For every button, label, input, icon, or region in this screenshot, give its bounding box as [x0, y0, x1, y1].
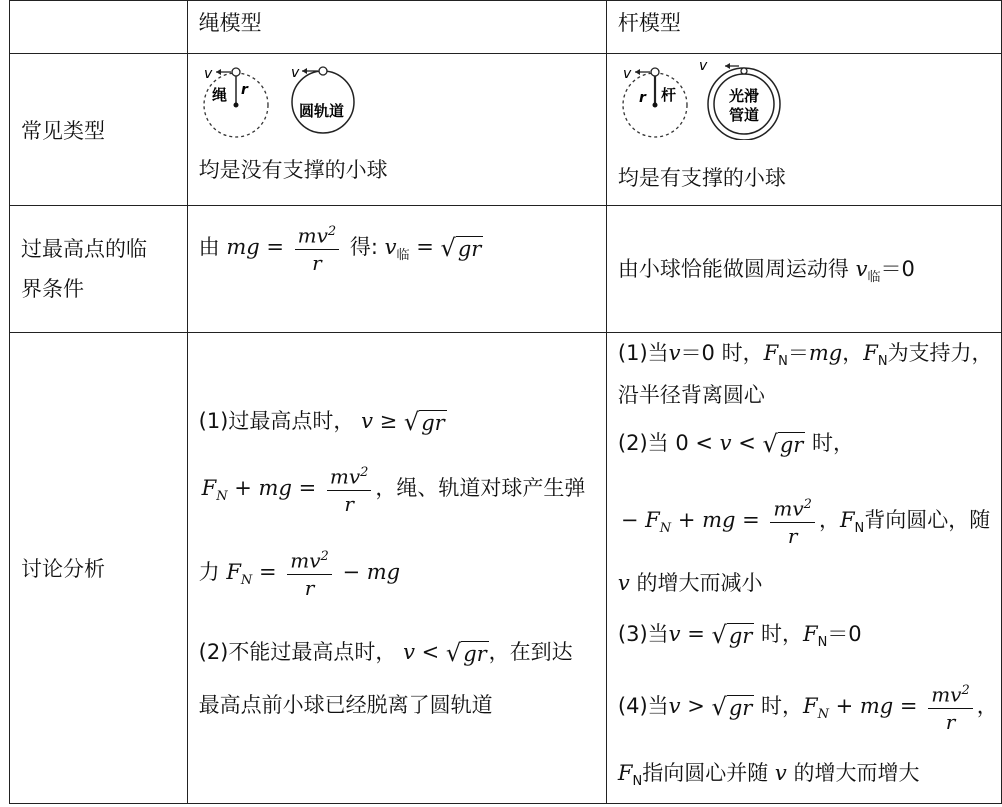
- track-arrow-head-icon: [302, 68, 307, 74]
- rope-disc-line2: $F_N$ + mg = $\frac{mv^2}{r}$ ，绳、轨道对球产生弹: [202, 461, 586, 517]
- rod-disc-line4: − $F_N$ + mg = $\frac{mv^2}{r}$ ，$F_N$背向圆心，随: [621, 493, 990, 549]
- svg-text:v: v: [698, 60, 708, 74]
- rod-disc-line3: (2)当 0 < v < √gr 时，: [617, 430, 854, 458]
- cell-rope-types: [187, 54, 606, 206]
- rod-disc-line1: (1)当v＝0 时，$F_N=mg$，$F_N$为支持力，: [617, 341, 993, 370]
- svg-text:v: v: [203, 66, 212, 82]
- tube-ball: [741, 68, 747, 74]
- track-ball: [319, 67, 327, 75]
- rod-center-dot: [652, 103, 657, 108]
- label-critical-condition: 过最高点的临 界条件: [10, 206, 188, 333]
- rod-diagrams: [617, 60, 797, 140]
- row-critical-condition: [10, 206, 1002, 333]
- header-rod-model: [606, 1, 1001, 54]
- svg-text:管道: 管道: [728, 106, 759, 124]
- header-rod-label: 杆模型: [617, 11, 681, 35]
- label-common-types: 常见类型: [10, 54, 188, 206]
- svg-text:v: v: [290, 65, 299, 81]
- rope-disc-line5: 最高点前小球已经脱离了圆轨道: [198, 693, 493, 717]
- rod-disc-line8: $F_N$指向圆心并随 v 的增大而增大: [617, 761, 920, 790]
- rod-disc-line6: (3)当v = √gr 时，$F_N=0$: [617, 621, 862, 651]
- cell-rod-critical: 由小球恰能做圆周运动得 $v_临=0$: [606, 206, 1001, 333]
- label-discussion: 讨论分析: [10, 333, 188, 804]
- tube-arrow-head-icon: [725, 63, 730, 69]
- rope-types-caption: 均是没有支撑的小球: [198, 158, 388, 182]
- rod-disc-line7: (4)当v > √gr 时，$F_N$ + mg = $\frac{mv^2}{r}$ ，: [618, 679, 998, 735]
- row-discussion: [10, 333, 1002, 804]
- cell-rope-discussion: [187, 333, 606, 804]
- rod-disc-line2: 沿半径背离圆心: [617, 383, 765, 407]
- model-comparison-table: [9, 0, 1002, 804]
- header-empty-cell: [10, 1, 188, 54]
- rod-ball: [651, 68, 659, 76]
- rope-ball: [232, 68, 240, 76]
- header-rope-model: [187, 1, 606, 54]
- cell-rod-discussion: [606, 333, 1001, 804]
- svg-text:r: r: [638, 90, 646, 106]
- header-rope-label: 绳模型: [198, 11, 262, 35]
- rope-disc-line4: (2)不能过最高点时， v < √gr，在到达: [198, 639, 573, 667]
- rope-diagrams: [198, 60, 368, 140]
- cell-rope-critical: 由 mg = $\frac{mv^2}{r}$ 得: $v_临 = √gr$: [187, 206, 606, 333]
- row-common-types: [10, 54, 1002, 206]
- svg-text:r: r: [240, 82, 248, 98]
- sqrt-gr: √gr: [440, 233, 482, 262]
- rod-types-caption: 均是有支撑的小球: [617, 166, 786, 190]
- svg-text:绳: 绳: [211, 86, 227, 104]
- rope-disc-line3: 力 $F_N$ = $\frac{mv^2}{r}$ − mg: [199, 545, 401, 601]
- cell-rod-types: [606, 54, 1001, 206]
- svg-text:v: v: [622, 66, 632, 82]
- rope-disc-line1: (1)过最高点时， v ≥ √gr: [198, 408, 445, 436]
- rod-arrow-head-icon: [635, 69, 640, 75]
- svg-text:圆轨道: 圆轨道: [298, 102, 344, 120]
- svg-text:光滑: 光滑: [728, 87, 759, 105]
- rope-center-dot: [233, 103, 238, 108]
- rope-arrow-head-icon: [216, 69, 221, 75]
- svg-text:杆: 杆: [660, 86, 676, 104]
- header-row: [10, 1, 1002, 54]
- critical-fraction: $\frac{mv^2}{r}$: [295, 220, 340, 276]
- rod-disc-line5: v 的增大而减小: [617, 571, 763, 595]
